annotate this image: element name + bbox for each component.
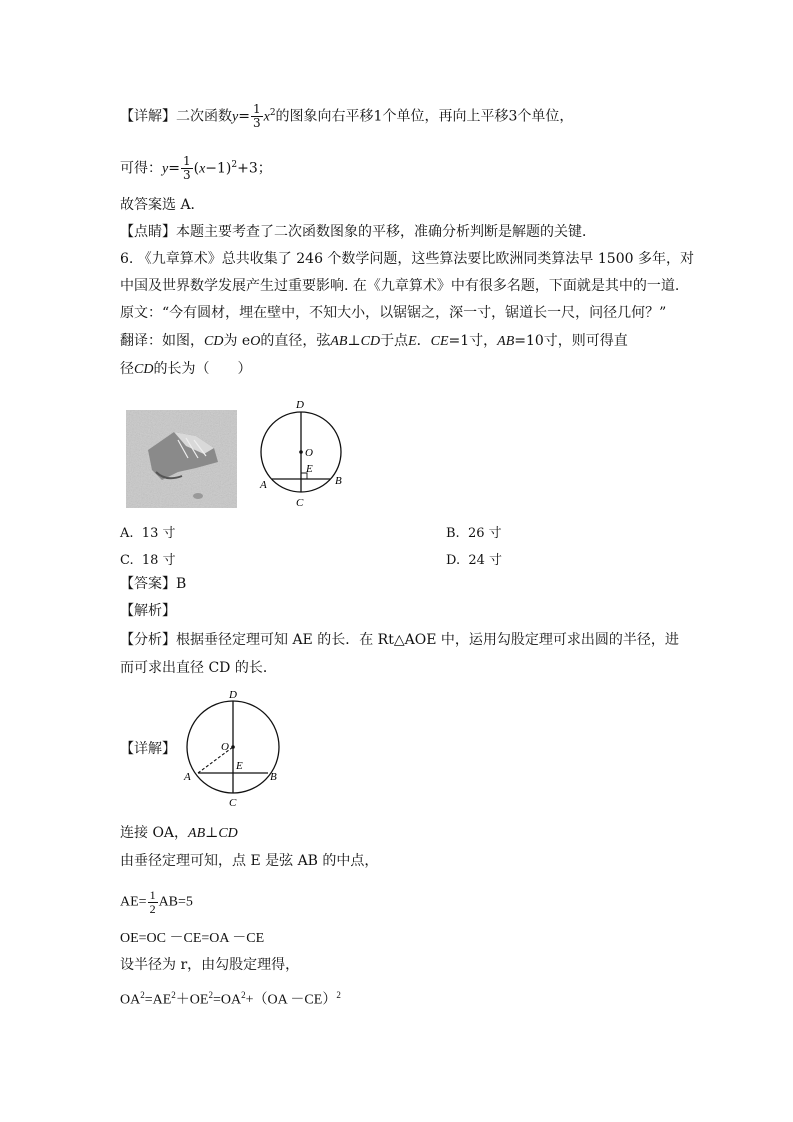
circle-diagram-1 [252, 396, 352, 508]
q4-perp: ⊥ [347, 333, 361, 349]
pyth-oa: OA [120, 992, 141, 1008]
result-paren: ( [193, 160, 200, 177]
answer-label: 【答案】 [120, 576, 176, 592]
fig2-label-d: D [229, 689, 237, 701]
answer-choice-line: 故答案选 A． [120, 197, 205, 213]
connect-perp: ⊥ [205, 825, 219, 841]
detail-label: 【详解】 [120, 108, 176, 125]
option-d [446, 549, 502, 568]
ae-fraction [148, 889, 158, 916]
question-line-2: 中国及世界数学发展产生过重要影响. 在《九章算术》中有很多名题，下面就是其中的一道. [120, 278, 680, 294]
eq-x: x [263, 109, 270, 125]
pyth-sup-3: 2 [208, 990, 213, 1000]
connect-ab: AB [188, 826, 206, 841]
step-oe: OE=OC －CE=OA －CE [120, 931, 265, 946]
result-equals: = [168, 160, 180, 177]
detail2-label: 【详解】 [120, 741, 176, 757]
option-b-letter: B. [446, 526, 460, 541]
result-tail: +3； [237, 160, 272, 177]
ae-prefix: AE= [120, 894, 147, 910]
detail-line-1 [120, 103, 573, 130]
pyth-sup-4: 2 [241, 990, 246, 1000]
q4-ab-val: =10寸，则可得直 [514, 333, 628, 349]
analysis-line-2: 而可求出直径 CD 的长． [120, 660, 277, 676]
result-x: x [199, 161, 206, 177]
pyth-sup-2: 2 [171, 990, 176, 1000]
ae-numerator: 1 [149, 888, 156, 902]
q5-cd: CD [134, 362, 154, 377]
q4-text-b: 为 e [223, 333, 251, 349]
connect-text: 连接 OA， [120, 825, 189, 841]
step-midpoint: 由垂径定理可知，点 E 是弦 AB 的中点， [120, 853, 379, 869]
result-numerator: 1 [182, 154, 191, 169]
detail-text-a: 二次函数 [176, 108, 232, 125]
q4-cd: CD [204, 334, 224, 349]
fig2-label-c: C [229, 797, 237, 809]
fig2-label-e: E [236, 760, 243, 772]
step-connect [120, 823, 238, 844]
option-c [120, 549, 176, 568]
option-c-letter: C. [120, 553, 134, 568]
q4-cd2: CD [360, 334, 381, 349]
answer-value: B [176, 576, 187, 592]
answer-line [120, 574, 186, 594]
eq-exponent: 2 [269, 108, 276, 118]
ae-suffix: AB=5 [158, 894, 193, 910]
q4-text-d: 于点 [380, 333, 409, 349]
ae-denominator: 2 [149, 902, 156, 916]
fig2-label-a: A [184, 771, 191, 783]
q4-ab2: AB [497, 334, 515, 349]
q4-text-a: 翻译：如图， [120, 333, 204, 349]
option-d-letter: D. [446, 553, 461, 568]
step-ae [120, 889, 193, 916]
result-square: 2 [231, 160, 238, 170]
fig1-label-d: D [296, 399, 304, 411]
step-radius: 设半径为 r，由勾股定理得， [120, 957, 300, 973]
option-c-value: 18 寸 [141, 553, 176, 568]
option-a-value: 13 寸 [141, 526, 176, 541]
fig1-label-a: A [260, 479, 267, 491]
question-line-3: 原文：“今有圆材，埋在壁中，不知大小，以锯锯之，深一寸，锯道长一尺，问径几何？” [120, 305, 667, 321]
option-b [446, 522, 502, 541]
comment-text: 本题主要考查了二次函数图象的平移，准确分析判断是解题的关键． [176, 224, 596, 240]
pyth-sup-1: 2 [140, 990, 145, 1000]
q4-text-f: ． [416, 333, 431, 349]
comment-label: 【点睛】 [120, 224, 176, 240]
q4-ab: AB [330, 334, 348, 349]
pyth-paren: +（OA －CE） [245, 992, 337, 1008]
fig1-label-e: E [306, 463, 313, 475]
analysis-sub-label: 【分析】 [120, 632, 176, 648]
q4-ce-val: =1寸， [448, 333, 498, 349]
eq-equals: = [238, 108, 250, 125]
q4-e: E [408, 334, 417, 349]
pyth-ae: =AE [144, 992, 172, 1008]
analysis-text-1: 根据垂径定理可知 AE 的长．在 Rt△AOE 中，运用勾股定理可求出圆的半径，进 [176, 632, 679, 648]
eq-fraction [251, 103, 263, 130]
result-prefix: 可得： [120, 160, 162, 177]
result-y: y [162, 161, 169, 177]
question-line-1: 6. 《九章算术》总共收集了 246 个数学问题，这些算法要比欧洲同类算法早 1500 多年，对 [120, 251, 694, 267]
eq-y: y [232, 109, 239, 125]
frac-denominator: 3 [252, 116, 261, 131]
detail-text-b: 的图象向右平移1个单位，再向上平移3个单位， [275, 108, 574, 125]
option-a-letter: A. [120, 526, 134, 541]
stone-photo [126, 410, 237, 508]
option-b-value: 26 寸 [467, 526, 502, 541]
pyth-oe: ＋OE [175, 992, 209, 1008]
fig1-label-b: B [335, 475, 342, 487]
pyth-oa2: =OA [212, 992, 242, 1008]
option-d-value: 24 寸 [468, 553, 503, 568]
q4-ce: CE [430, 334, 449, 349]
result-line [120, 155, 272, 182]
connect-cd: CD [218, 826, 238, 841]
option-a [120, 522, 175, 541]
frac-numerator: 1 [252, 102, 261, 117]
result-denominator: 3 [182, 168, 191, 183]
fig1-label-c: C [296, 497, 304, 508]
q4-o: O [250, 334, 261, 349]
q5-text-a: 径 [120, 361, 134, 377]
question-line-4 [120, 331, 628, 352]
fig1-label-o: O [305, 447, 313, 459]
q5-text-b: 的长为（ ） [153, 361, 252, 377]
q4-text-c: 的直径，弦 [260, 333, 331, 349]
analysis-line-1 [120, 630, 679, 650]
step-pythagoras [120, 985, 341, 1011]
question-line-5 [120, 359, 251, 380]
pyth-sup-5: 2 [336, 990, 341, 1000]
result-minus: −1) [205, 160, 232, 177]
comment-line [120, 222, 596, 242]
analysis-label: 【解析】 [120, 603, 176, 619]
fig2-label-b: B [270, 771, 277, 783]
circle-diagram-2 [176, 686, 286, 812]
fig2-label-o: O [221, 741, 229, 753]
result-fraction [181, 155, 193, 182]
